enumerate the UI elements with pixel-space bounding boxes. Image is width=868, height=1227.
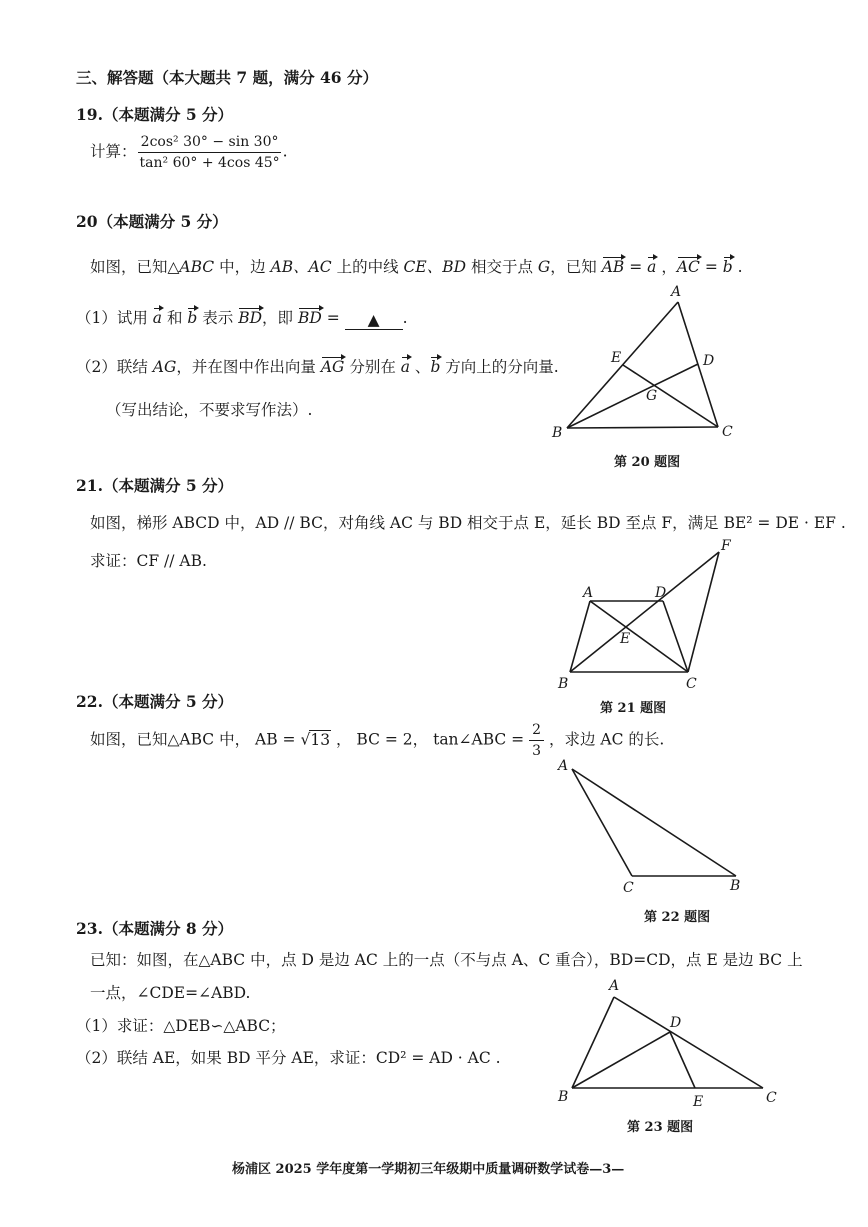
edge-ab: [567, 302, 678, 428]
label-g: G: [646, 388, 658, 404]
q20-statement: [90, 255, 743, 277]
q20-text: 分别在: [344, 358, 401, 376]
edge-bc: [567, 427, 718, 428]
q23-part2: （2）联结 AE，如果 BD 平分 AE，求证：CD² = AD · AC .: [76, 1049, 501, 1067]
q20-text: =: [624, 258, 648, 276]
vector-ag: AG: [320, 358, 345, 376]
q20-text: （2）联结: [76, 358, 153, 376]
q20-text: 中，边: [214, 258, 271, 276]
label-c: C: [623, 880, 634, 896]
q19-fraction: [137, 134, 283, 171]
q20-text: .: [732, 258, 743, 276]
q20-text: 、: [410, 358, 431, 376]
q20-header: 20（本题满分 5 分）: [76, 212, 228, 231]
vector-b: b: [430, 358, 441, 376]
q19-suffix: .: [282, 142, 288, 161]
q20-text: =: [699, 258, 723, 276]
label-a: A: [558, 758, 569, 774]
q20-text: G: [537, 258, 551, 276]
q19-denominator: tan² 60° + 4cos 45°: [139, 155, 280, 171]
q20-text: 上的中线: [331, 258, 404, 276]
label-a: A: [609, 978, 620, 994]
q20-text: ，并在图中作出向量: [176, 358, 321, 376]
line-bf: [570, 552, 719, 672]
q20-text: ，: [656, 258, 677, 276]
q20-text: AB、AC: [270, 258, 332, 276]
q22-header: 22.（本题满分 5 分）: [76, 692, 234, 711]
q20-part2: [76, 355, 559, 377]
label-b: B: [552, 425, 563, 441]
edge-dc: [663, 601, 688, 672]
q22-frac-num: 2: [529, 722, 544, 741]
q20-text: 方向上的分向量.: [440, 358, 559, 376]
q23-part1: （1）求证：△DEB∽△ABC；: [76, 1017, 286, 1035]
q19-prefix: 计算：: [90, 142, 137, 161]
q21-figure-caption: 第 21 题图: [600, 701, 667, 716]
sqrt-value: 13: [310, 730, 331, 749]
q21-line2: 求证：CF // AB.: [90, 552, 207, 570]
q20-text: 表示: [197, 309, 239, 327]
segment-bd: [572, 1032, 670, 1088]
vector-b: b: [187, 309, 198, 327]
label-d: D: [703, 353, 715, 369]
q22-frac-den: 3: [532, 743, 542, 759]
q20-figure: [540, 280, 760, 445]
segment-de: [670, 1032, 695, 1088]
edge-ac: [572, 769, 632, 876]
q20-text: 和: [162, 309, 188, 327]
q22-fraction: [529, 722, 544, 759]
vector-b: b: [722, 258, 733, 276]
q23-line2: 一点，∠CDE=∠ABD.: [90, 984, 251, 1002]
q20-text: .: [402, 309, 408, 327]
q20-note: （写出结论，不要求写作法）.: [106, 401, 313, 419]
label-c: C: [722, 424, 733, 440]
label-b: B: [730, 878, 741, 894]
q23-line1: 已知：如图，在△ABC 中，点 D 是边 AC 上的一点（不与点 A、C 重合），BD=CD，点 E 是边 BC 上: [90, 951, 803, 969]
q20-text: AG: [152, 358, 177, 376]
q21-figure: [548, 536, 748, 696]
vector-a: a: [647, 258, 657, 276]
q23-header: 23.（本题满分 8 分）: [76, 919, 234, 938]
q21-line1: 如图，梯形 ABCD 中，AD // BC，对角线 AC 与 BD 相交于点 E，延长 BD 至点 F，满足 BE² = DE · EF .: [90, 514, 846, 532]
q19-numerator: 2cos² 30° − sin 30°: [138, 134, 282, 153]
vector-bd: BD: [238, 309, 263, 327]
section-title: 三、解答题（本大题共 7 题，满分 46 分）: [76, 68, 378, 87]
diagonal-ac: [590, 601, 688, 672]
q19-expression: [90, 134, 288, 171]
answer-blank: ▲: [345, 311, 403, 330]
q20-text: CE、BD: [403, 258, 467, 276]
vector-a: a: [400, 358, 410, 376]
q20-text: ABC: [179, 258, 215, 276]
q19-header: 19.（本题满分 5 分）: [76, 105, 234, 124]
label-e: E: [693, 1094, 704, 1110]
q20-text: =: [321, 309, 345, 327]
q22-text: 如图，已知△ABC 中， AB =: [90, 730, 301, 749]
q21-header: 21.（本题满分 5 分）: [76, 476, 234, 495]
median-bd: [567, 364, 698, 428]
label-a: A: [583, 585, 594, 601]
q20-figure-caption: 第 20 题图: [614, 455, 681, 470]
vector-ac: AC: [676, 258, 700, 276]
q22-figure-caption: 第 22 题图: [644, 910, 711, 925]
q20-text: 相交于点: [466, 258, 538, 276]
label-e: E: [611, 350, 622, 366]
q20-part1: [76, 306, 408, 328]
label-e: E: [620, 631, 631, 647]
label-c: C: [766, 1090, 777, 1106]
q22-figure: [550, 752, 750, 897]
median-ce: [623, 365, 718, 427]
sqrt-sign: √: [300, 730, 311, 749]
label-b: B: [558, 676, 569, 692]
vector-bd: BD: [297, 309, 322, 327]
edge-ab: [572, 997, 614, 1088]
label-a: A: [671, 284, 682, 300]
q20-text: ，即: [262, 309, 298, 327]
edge-ab: [570, 601, 590, 672]
q23-figure-caption: 第 23 题图: [627, 1120, 694, 1135]
q20-text: 如图，已知△: [90, 258, 180, 276]
label-d: D: [670, 1015, 682, 1031]
q20-text: （1）试用: [76, 309, 153, 327]
label-c: C: [686, 676, 697, 692]
q22-text: ，求边 AC 的长.: [544, 730, 665, 749]
edge-ab: [572, 769, 736, 876]
q23-figure: [550, 975, 790, 1115]
label-b: B: [558, 1089, 569, 1105]
edge-cf: [688, 552, 719, 672]
vector-a: a: [152, 309, 163, 327]
label-d: D: [655, 585, 667, 601]
q20-text: ，已知: [550, 258, 602, 276]
page-footer: 杨浦区 2025 学年度第一学期初三年级期中质量调研数学试卷—3—: [232, 1162, 625, 1177]
vector-ab: AB: [601, 258, 625, 276]
label-f: F: [721, 538, 731, 554]
q22-text: ， BC = 2， tan∠ABC =: [331, 730, 530, 749]
